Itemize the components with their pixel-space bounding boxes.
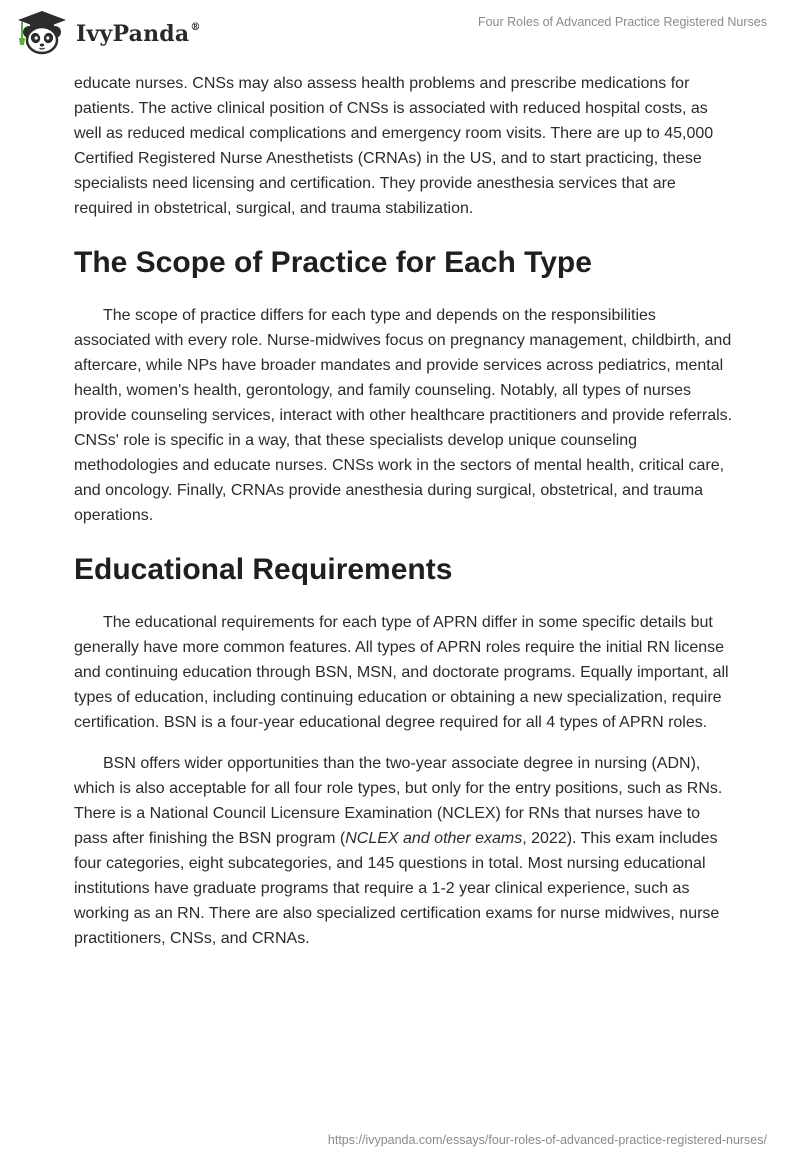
paragraph-text: , 2022). This exam includes four categories, eight subcategories, and 145 questions in total. Most nursing educational institutions have graduate programs that require a 1-2 year clinical experience, such as working as an RN. There are also specialized certification exams for nurse midwives, nurse practitioners, CNSs, and CRNAs.	[74, 830, 720, 947]
page-header	[0, 0, 800, 66]
document-title: Four Roles of Advanced Practice Registered Nurses	[477, 15, 767, 29]
education-heading: Educational Requirements	[74, 553, 453, 586]
citation-title: NCLEX and other exams	[345, 830, 523, 847]
essay-content	[74, 71, 734, 951]
scope-paragraph: The scope of practice differs for each type and depends on the responsibilities associated with every role. Nurse-midwives focus on pregnancy management, childbirth, and aftercare, while NPs have broader mandates and provide services across pediatrics, mental health, women's health, gerontology, and family counseling. Notably, all types of nurses provide counseling services, interact with other healthcare practitioners and provide referrals. CNSs' role is specific in a way, that these specialists develop unique counseling methodologies and educate nurses. CNSs work in the sectors of mental health, critical care, and oncology. Finally, CRNAs provide anesthesia during surgical, obstetrical, and trauma operations.	[74, 307, 733, 524]
education-paragraph-1: The educational requirements for each type of APRN differ in some specific details but generally have more common features. All types of APRN roles require the initial RN license and continuing education through BSN, MSN, and doctorate programs. Equally important, all types of education, including continuing education or obtaining a new specialization, require certification. BSN is a four-year educational degree required for all 4 types of APRN roles.	[74, 614, 729, 731]
paragraph-text: BSN offers wider opportunities than the two-year associate degree in nursing (ADN), which is also acceptable for all four role types, but only for the entry positions, such as RNs. There is a National Council Licensure Examination (NCLEX) for RNs that nurses have to pass after finishing the BSN program (	[74, 755, 723, 847]
intro-paragraph: educate nurses. CNSs may also assess health problems and prescribe medications for patients. The active clinical position of CNSs is associated with reduced hospital costs, as well as reduced medical complications and emergency room visits. There are up to 45,000 Certified Registered Nurse Anesthetists (CRNAs) in the US, and to start practicing, these specialists need licensing and certification. They provide anesthesia services that are required in obstetrical, surgical, and trauma stabilization.	[74, 75, 714, 217]
registered-mark: ®	[190, 21, 201, 33]
source-url[interactable]: https://ivypanda.com/essays/four-roles-of-advanced-practice-registered-nurses/	[327, 1133, 767, 1147]
scope-heading: The Scope of Practice for Each Type	[74, 246, 592, 279]
education-paragraph-2	[74, 751, 734, 951]
brand-name: IvyPanda®	[76, 21, 201, 47]
panda-graduate-icon	[14, 8, 70, 56]
ivypanda-logo[interactable]	[14, 8, 201, 56]
